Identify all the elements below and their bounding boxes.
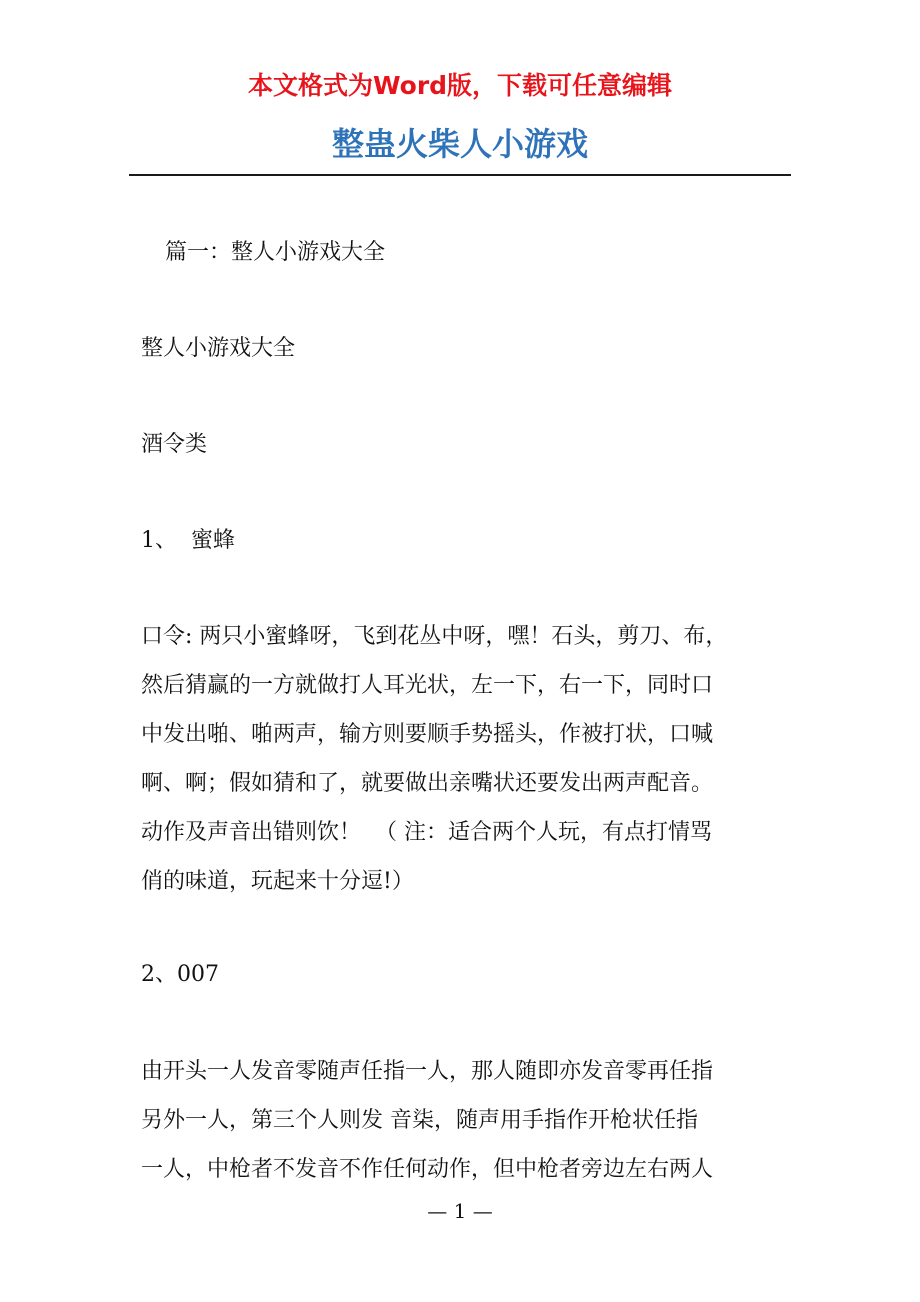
paragraph-line: 另外一人，第三个人则发 音柒，随声用手指作开枪状任指 <box>141 1108 698 1133</box>
paragraph-line: 一人，中枪者不发音不作任何动作，但中枪者旁边左右两人 <box>141 1157 714 1182</box>
paragraph-line: 中发出啪、啪两声，输方则要顺手势摇头，作被打状，口喊 <box>141 722 714 747</box>
paragraph-line: 口令: 两只小蜜蜂呀，飞到花丛中呀，嘿！石头，剪刀、布， <box>141 624 728 649</box>
title-divider <box>129 174 791 176</box>
paragraph-line: 然后猜赢的一方就做打人耳光状，左一下，右一下，同时口 <box>141 673 714 698</box>
paragraph-line: 动作及声音出错则饮！ （ 注：适合两个人玩，有点打情骂 <box>141 820 712 845</box>
section-heading: 篇一：整人小游戏大全 <box>165 240 386 265</box>
paragraph-line: 俏的味道，玩起来十分逗!） <box>141 869 414 894</box>
item-heading: 2、007 <box>141 962 219 987</box>
paragraph-line: 由开头一人发音零随声任指一人，那人随即亦发音零再任指 <box>141 1059 714 1084</box>
page-number: — 1 — <box>427 1199 493 1223</box>
category-heading: 酒令类 <box>141 432 208 457</box>
paragraph-line: 啊、啊；假如猜和了，就要做出亲嘴状还要发出两声配音。 <box>141 771 714 796</box>
format-notice-banner: 本文格式为Word版，下载可任意编辑 <box>247 71 673 100</box>
section-subtitle: 整人小游戏大全 <box>141 336 296 361</box>
item-heading: 1、 蜜蜂 <box>141 528 235 553</box>
document-title: 整蛊火柴人小游戏 <box>331 125 588 163</box>
